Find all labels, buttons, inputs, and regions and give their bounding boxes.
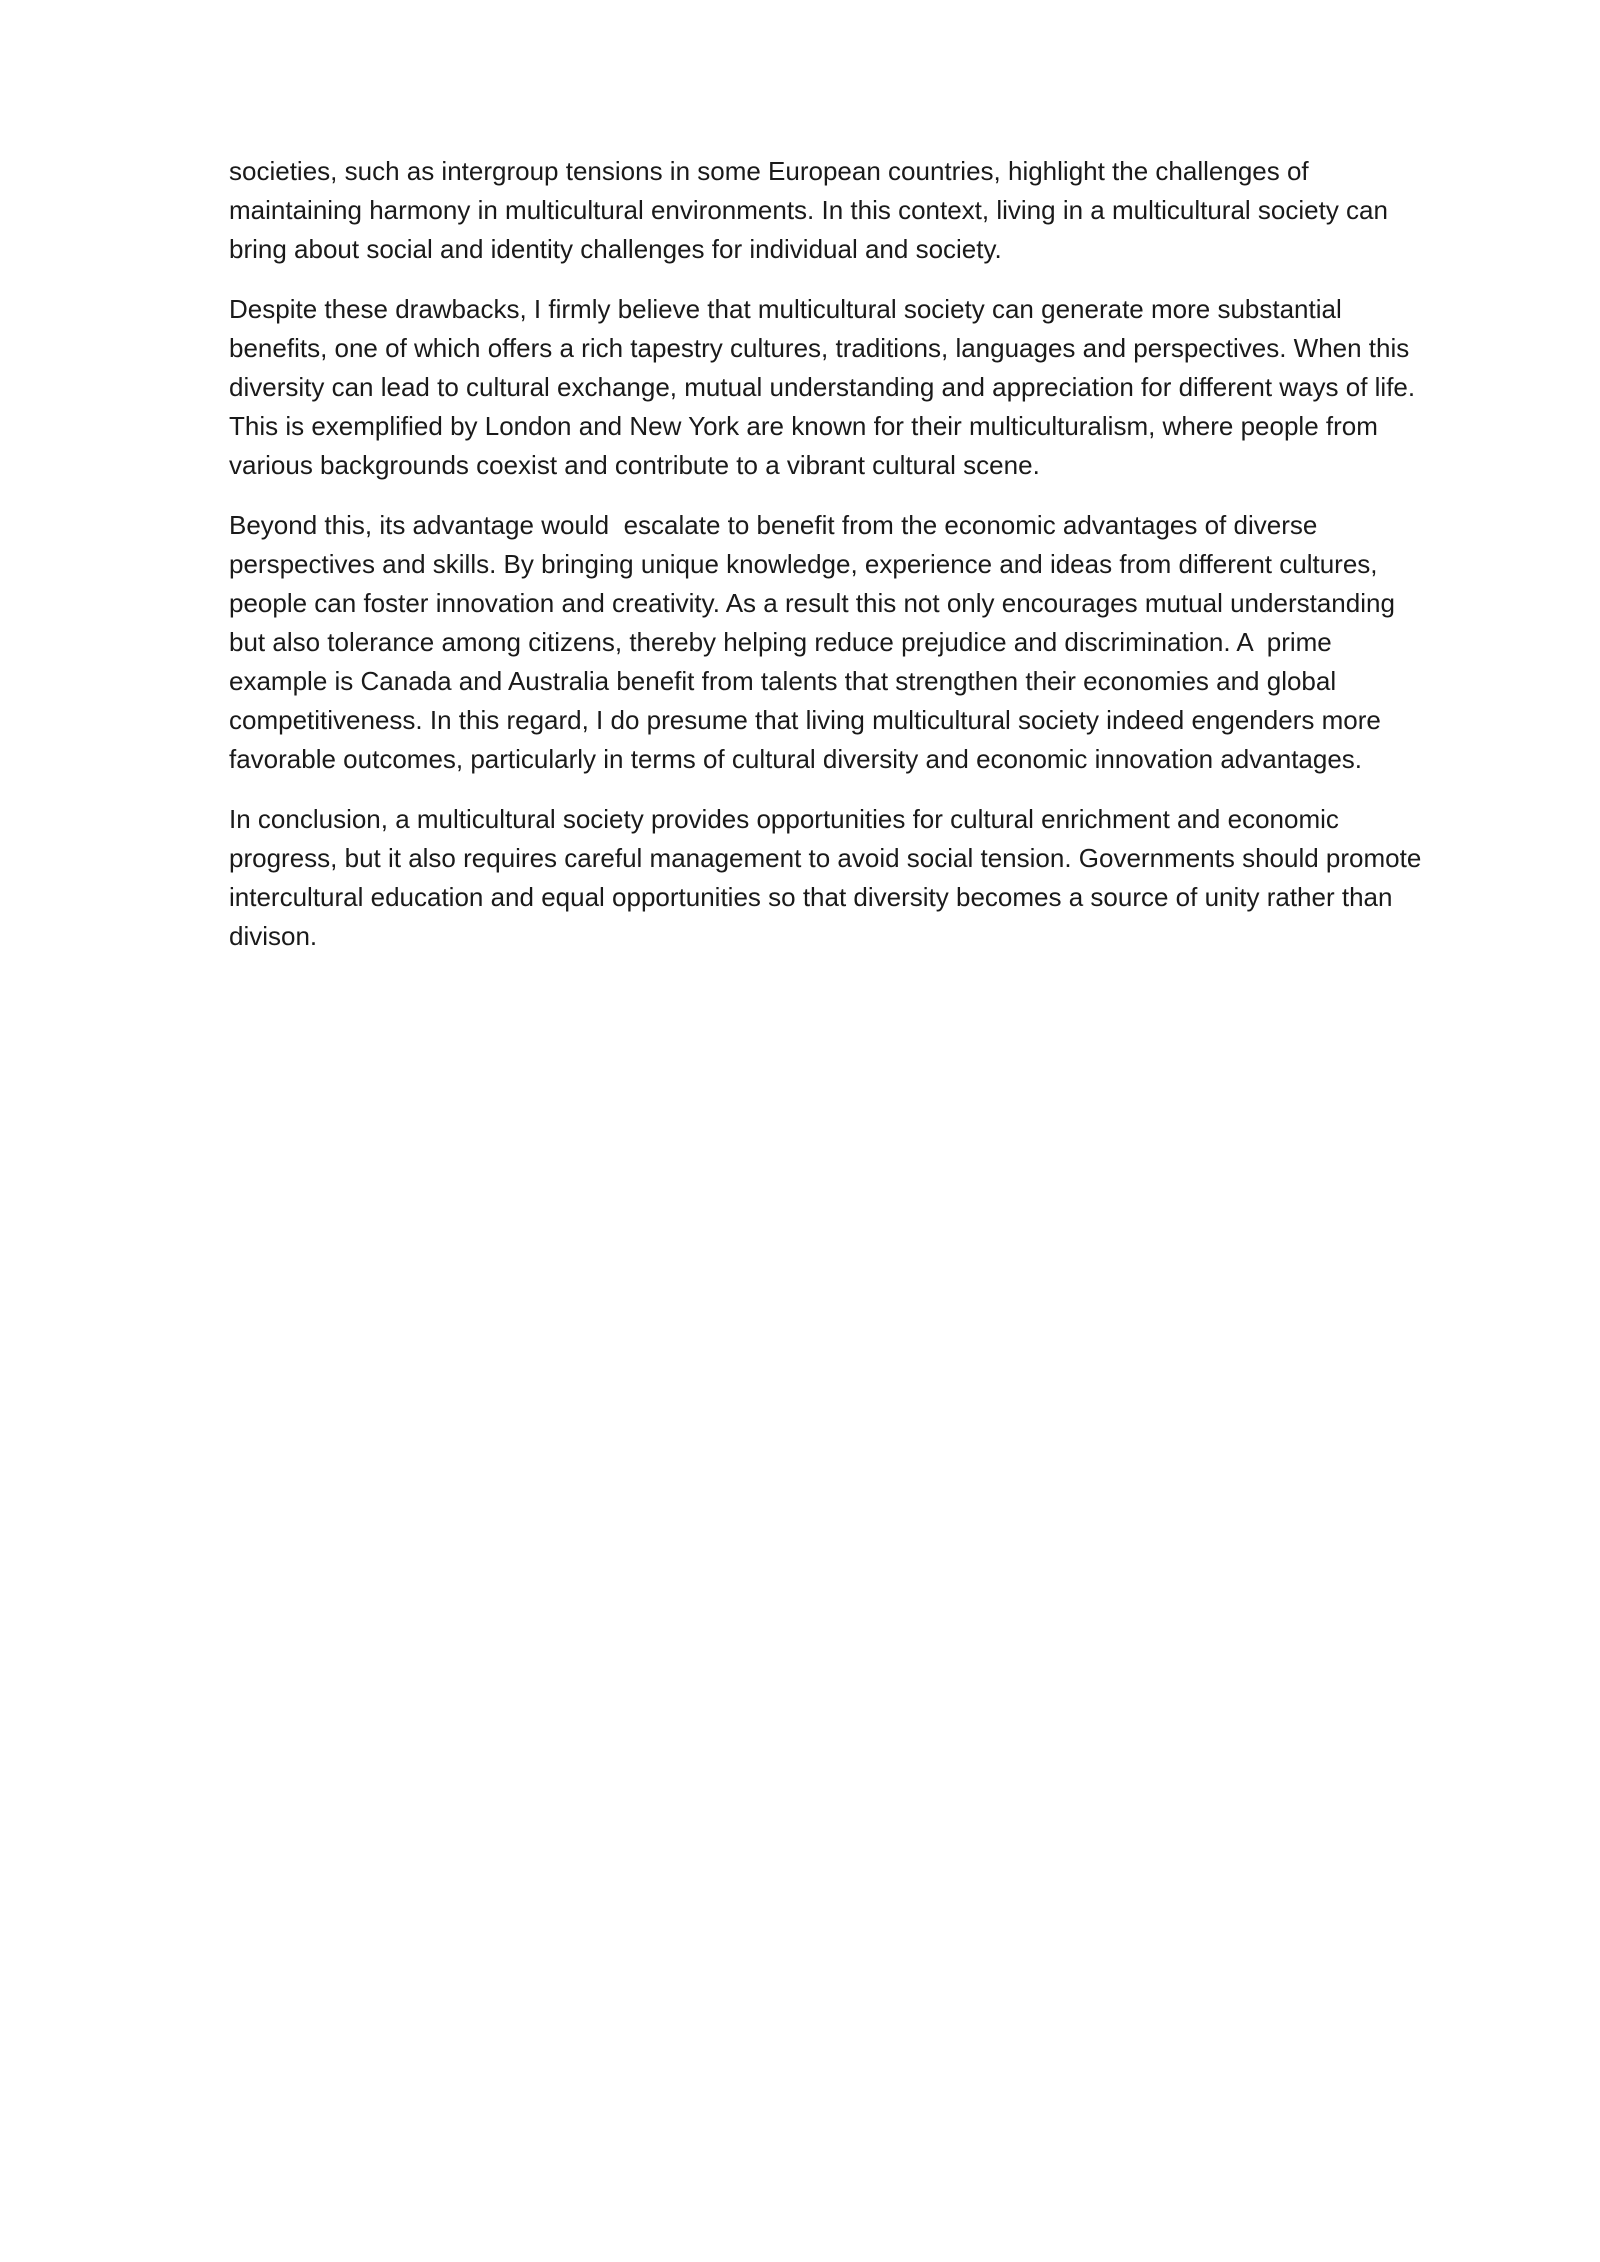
paragraph-3: Beyond this, its advantage would escalate to benefit from the economic advantages of diverse perspectives and skills. By bringing unique knowledge, experience and ideas from different cultures, people can foster innovation and creativity. As a result this not only encourages mutual understanding but also tolerance among citizens, thereby helping reduce prejudice and discrimination. A prime example is Canada and Australia benefit from talents that strengthen their economies and global competitiveness. In this regard, I do presume that living multicultural society indeed engenders more favorable outcomes, particularly in terms of cultural diversity and economic innovation advantages. bbox=[229, 510, 1395, 774]
paragraph-2: Despite these drawbacks, I firmly believe that multicultural society can generate more substantial benefits, one of which offers a rich tapestry cultures, traditions, languages and perspectives. When this diversity can lead to cultural exchange, mutual understanding and appreciation for different ways of life. This is exemplified by London and New York are known for their multiculturalism, where people from various backgrounds coexist and contribute to a vibrant cultural scene. bbox=[229, 294, 1416, 480]
document-body bbox=[229, 152, 1519, 977]
paragraph-4: In conclusion, a multicultural society provides opportunities for cultural enrichment and economic progress, but it also requires careful management to avoid social tension. Governments should promote intercultural education and equal opportunities so that diversity becomes a source of unity rather than divison. bbox=[229, 804, 1422, 951]
paragraph-1: societies, such as intergroup tensions in some European countries, highlight the challenges of maintaining harmony in multicultural environments. In this context, living in a multicultural society can bring about social and identity challenges for individual and society. bbox=[229, 156, 1388, 264]
